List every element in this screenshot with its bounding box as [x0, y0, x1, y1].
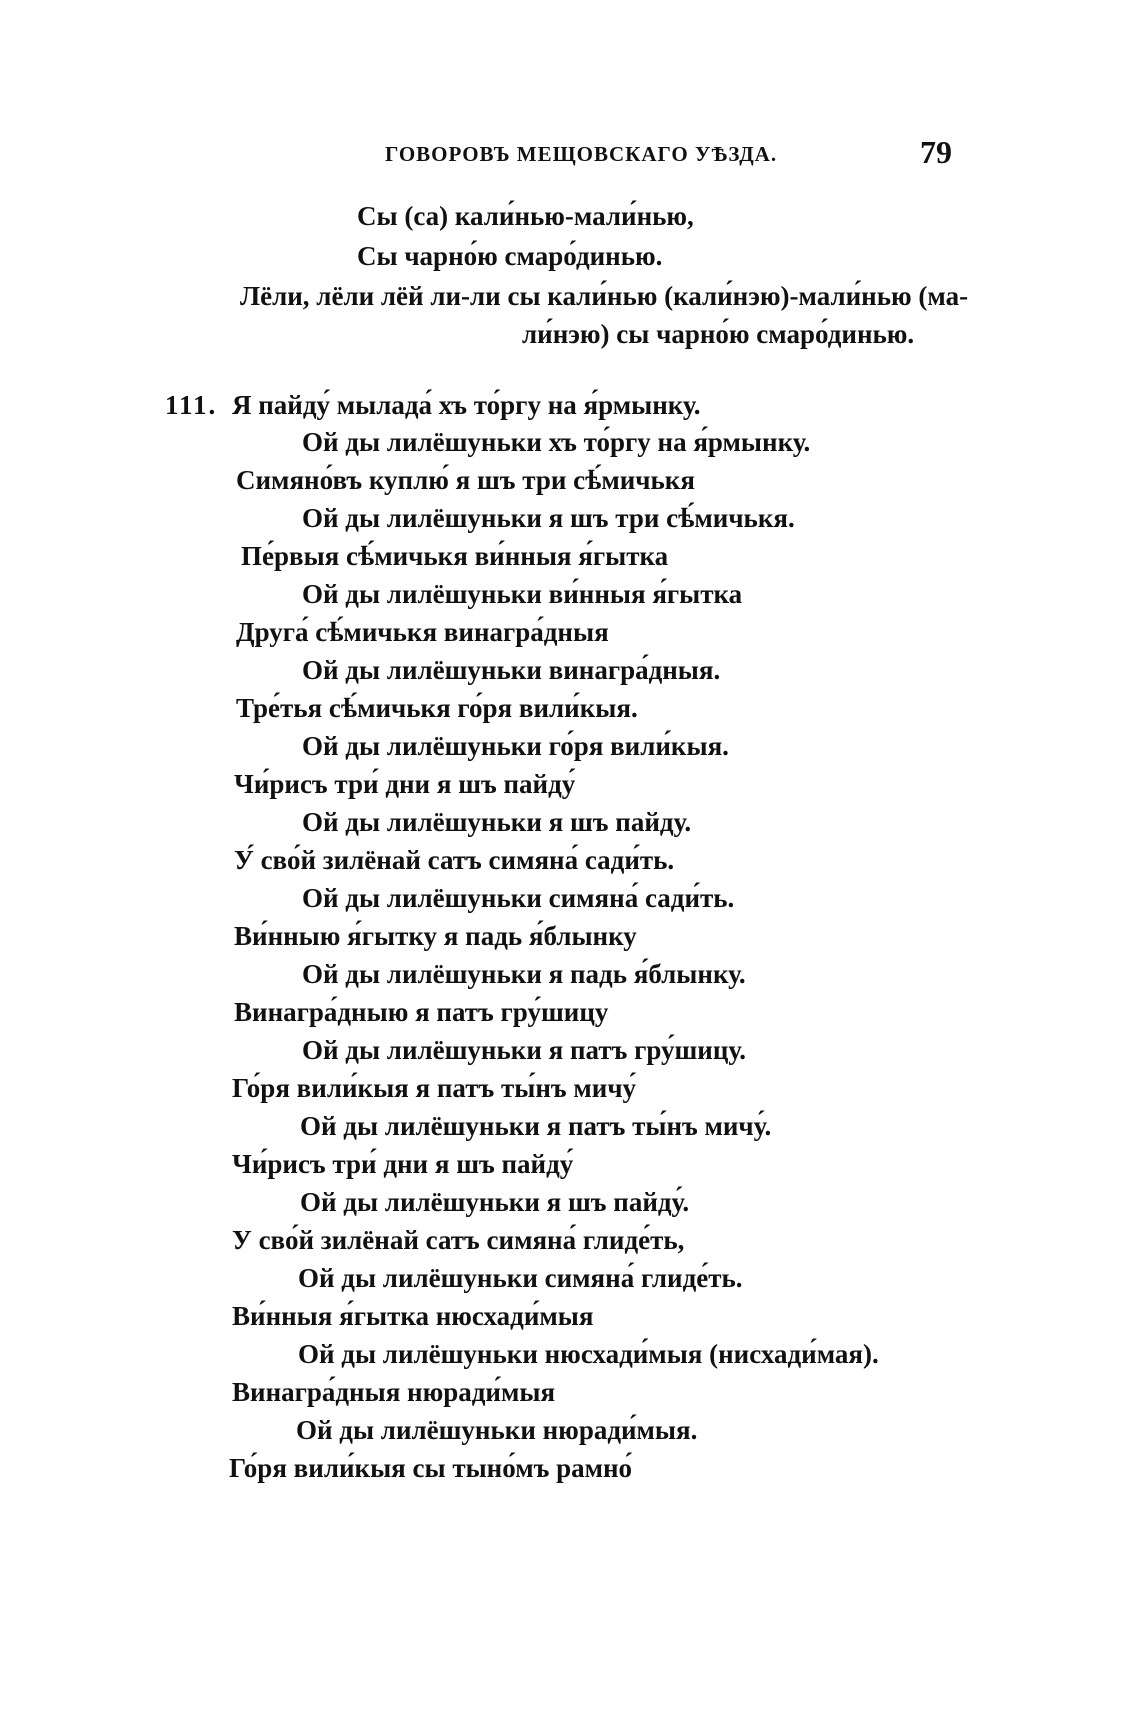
refrain-line: Ой ды лилёшуньки нюсхади́мыя (нисхади́мая).	[298, 1339, 879, 1369]
verse-line: Друга́ сѣ́мичькя винагра́дныя	[236, 617, 609, 647]
refrain-line: Ой ды лилёшуньки я шъ три сѣ́мичькя.	[302, 503, 795, 533]
verse-line: Пе́рвыя сѣ́мичькя ви́нныя я́гытка	[241, 541, 669, 571]
song-number: 111.	[165, 390, 218, 420]
refrain-line: Ой ды лилёшуньки я падь я́блынку.	[302, 959, 746, 989]
refrain-line: Ой ды лилёшуньки симяна́ глиде́ть.	[298, 1263, 743, 1293]
verse-line: Ви́нныю я́гытку я падь я́блынку	[234, 921, 637, 951]
verse-line: Сы (са) кали́нью-мали́нью,	[357, 201, 694, 231]
refrain-line: Ой ды лилёшуньки го́ря вили́кыя.	[302, 731, 729, 761]
refrain-line: Ой ды лилёшуньки я патъ гру́шицу.	[302, 1035, 746, 1065]
running-title: ГОВОРОВЪ МЕЩОВСКАГО УѢЗДА.	[385, 142, 778, 166]
verse-line: Го́ря вили́кыя сы тыно́мъ рамно́	[229, 1453, 633, 1483]
refrain-line: Ой ды лилёшуньки винагра́дныя.	[302, 655, 721, 685]
verse-line: ли́нэю) сы чарно́ю смаро́динью.	[522, 319, 915, 349]
verse-line: Чи́рисъ три́ дни я шъ пайду́	[232, 1149, 574, 1179]
refrain-line: Ой ды лилёшуньки нюради́мыя.	[296, 1415, 698, 1445]
verse-line: Винагра́дныя нюради́мыя	[232, 1377, 556, 1407]
verse-line: Сы чарно́ю смаро́динью.	[357, 241, 663, 271]
verse-line: Симяно́въ куплю́ я шъ три сѣ́мичькя	[236, 465, 695, 495]
refrain-line: Ой ды лилёшуньки хъ то́ргу на я́рмынку.	[302, 427, 811, 457]
verse-line: Винагра́дныю я патъ гру́шицу	[234, 997, 609, 1027]
verse-line: Го́ря вили́кыя я патъ ты́нъ мичу́	[232, 1073, 637, 1103]
refrain-line: Ой ды лилёшуньки я шъ пайду.	[302, 807, 692, 837]
page-number: 79	[920, 134, 952, 170]
verse-line: Я пайду́ мылада́ хъ то́ргу на я́рмынку.	[232, 390, 701, 420]
verse-line: Тре́тья сѣ́мичькя го́ря вили́кыя.	[236, 693, 638, 723]
refrain-line: Ой ды лилёшуньки ви́нныя я́гытка	[302, 579, 743, 609]
verse-line: Чи́рисъ три́ дни я шъ пайду́	[234, 769, 576, 799]
verse-line: У сво́й зилёнай сатъ симяна́ глиде́ть,	[232, 1225, 685, 1255]
refrain-line: Ой ды лилёшуньки я шъ пайду́.	[300, 1187, 690, 1217]
verse-line: У́ сво́й зилёнай сатъ симяна́ сади́ть.	[234, 845, 675, 875]
page-header	[0, 134, 1140, 174]
refrain-line: Ой ды лилёшуньки симяна́ сади́ть.	[302, 883, 735, 913]
verse-line: Ви́нныя я́гытка нюсхади́мыя	[232, 1301, 594, 1331]
refrain-line: Ой ды лилёшуньки я патъ ты́нъ мичу́.	[300, 1111, 772, 1141]
verse-line: Лёли, лёли лёй ли-ли сы кали́нью (кали́нэю)-мали́нью (ма-	[240, 281, 969, 311]
